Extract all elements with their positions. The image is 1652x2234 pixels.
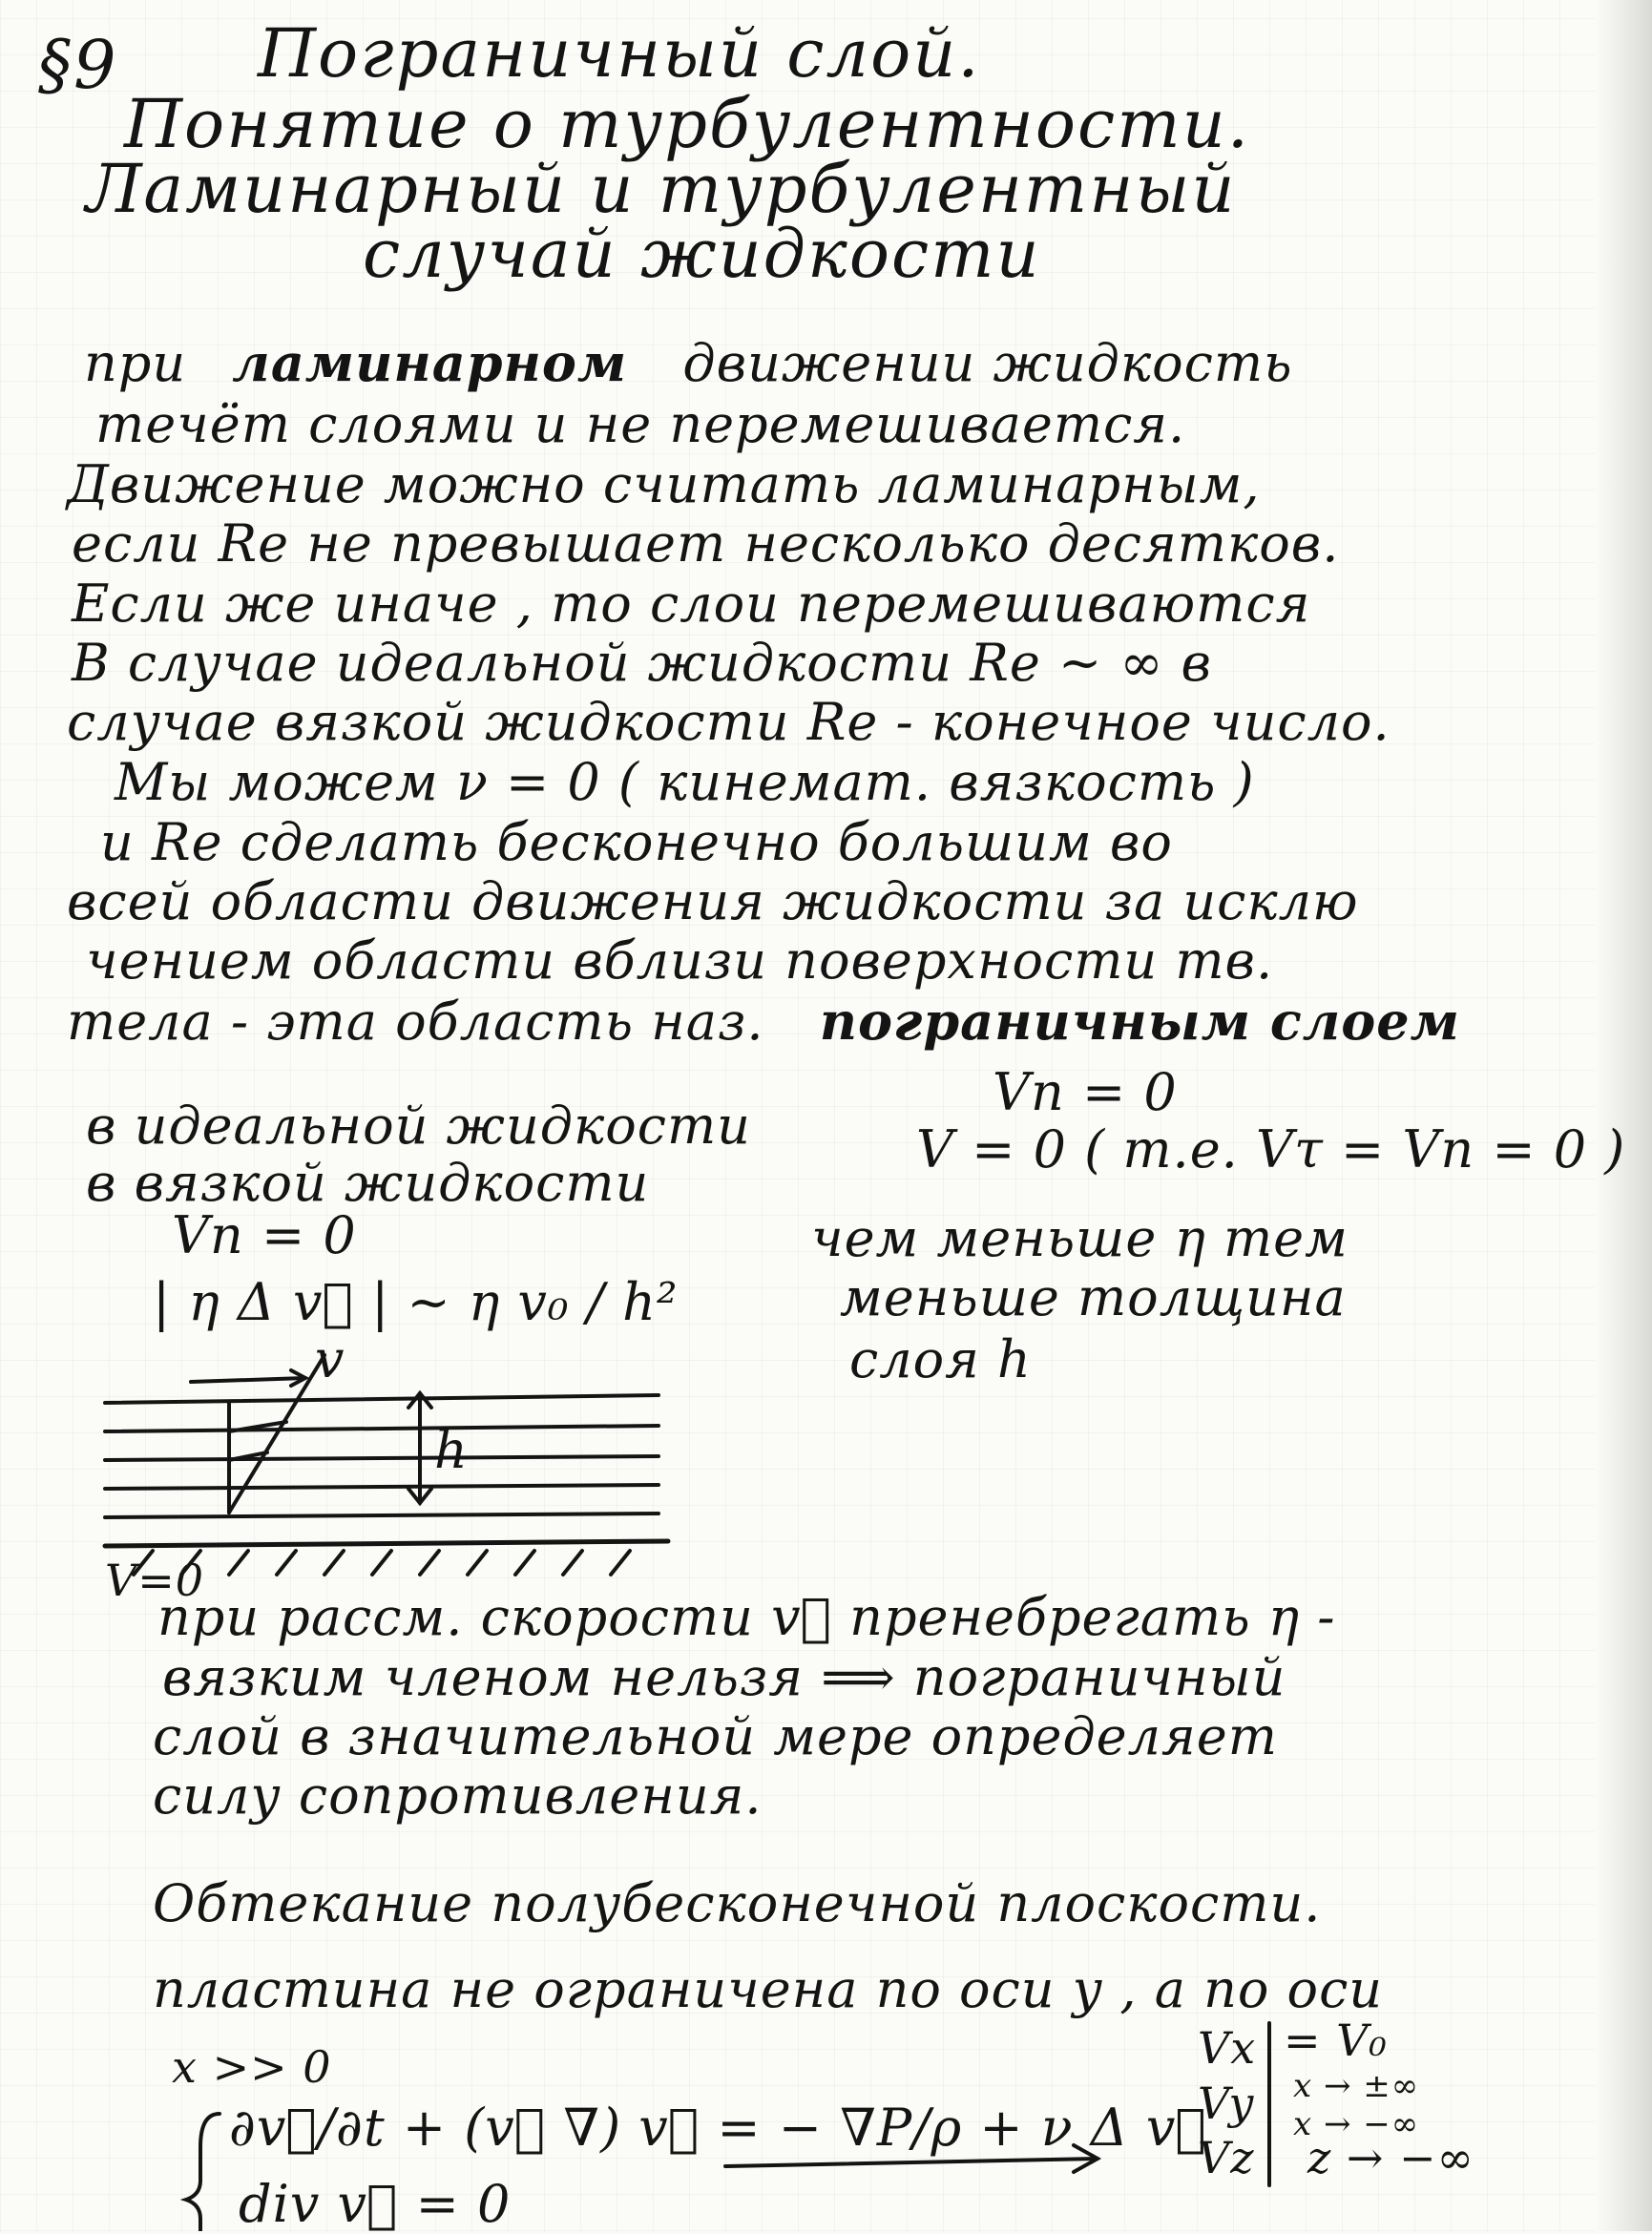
plane-description: пластина не ограничена по оси y , а по оси (153, 1959, 1384, 2019)
intro-word-pri: при (84, 333, 187, 393)
bc-vx-limit: x → ±∞ (1293, 2067, 1420, 2105)
intro-line-3: Движение можно считать ламинарным, (67, 454, 1261, 514)
ideal-fluid-condition: Vn = 0 (993, 1062, 1178, 1122)
term-boundary-layer: пограничным слоем (819, 991, 1460, 1052)
intro-line-10: всей области движения жидкости за исклю (67, 871, 1359, 931)
flow-arrow (191, 1378, 305, 1382)
intro-line-12-text: тела - эта область наз. (67, 992, 764, 1052)
bc-vx-label: Vx (1198, 2022, 1257, 2074)
system-brace (186, 2114, 220, 2231)
normal-velocity-zero: Vn = 0 (172, 1205, 357, 1265)
diagram-label-v: v (315, 1329, 345, 1389)
comment-line-3: слоя h (849, 1329, 1032, 1389)
navier-stokes-equation: ∂v⃗/∂t + (v⃗ ∇) v⃗ = − ∇P/ρ + ν Δ v⃗ (229, 2098, 1207, 2158)
wall-hatch (420, 1551, 439, 1575)
wall-hatch (611, 1551, 630, 1575)
consideration-line-3: слой в значительной мере определяет (153, 1706, 1278, 1766)
title-line-3: Ламинарный и турбулентный (86, 150, 1237, 228)
viscous-fluid-condition: V = 0 ( т.е. Vτ = Vn = 0 ) (916, 1119, 1626, 1180)
bc-vx-value: = V₀ (1284, 2015, 1388, 2066)
title-line-2: Понятие о турбулентности. (124, 85, 1250, 163)
wall-hatch (229, 1551, 248, 1575)
intro-line-9: и Re сделать бесконечно большим во (100, 812, 1173, 872)
intro-line-1-rest: движении жидкость (682, 333, 1293, 393)
comment-line-1: чем меньше η тем (811, 1208, 1349, 1268)
intro-term-laminar: ламинарном (232, 332, 628, 393)
bc-vz-label: Vz (1198, 2132, 1255, 2183)
streamline-4 (105, 1485, 659, 1489)
section-number: §9 (38, 26, 118, 104)
wall-hatch (324, 1551, 344, 1575)
title-line-4: случай жидкости (363, 215, 1041, 293)
viscous-term-estimate: | η Δ v⃗ | ~ η v₀ / h² (153, 1272, 679, 1332)
intro-line-4: если Re не превышает несколько десятков. (72, 513, 1340, 574)
streamline-1 (105, 1395, 659, 1403)
bc-vy-label: Vy (1198, 2077, 1255, 2129)
wall-hatch (468, 1551, 487, 1575)
comment-line-2: меньше толщина (840, 1267, 1347, 1327)
streamline-3 (105, 1456, 659, 1460)
intro-line-6: В случае идеальной жидкости Re ~ ∞ в (72, 633, 1212, 693)
intro-line-5: Если же иначе , то слои перемешиваются (72, 574, 1311, 634)
wall-hatch (372, 1551, 391, 1575)
flow-direction-arrow (725, 2159, 1098, 2166)
continuity-equation: div v⃗ = 0 (239, 2174, 512, 2234)
wall-hatch (277, 1551, 296, 1575)
wall-hatch (563, 1551, 582, 1575)
wall-surface (105, 1541, 668, 1546)
bc-vz-limit: z → −∞ (1307, 2132, 1474, 2183)
intro-line-7: случае вязкой жидкости Re - конечное число. (67, 692, 1391, 752)
intro-line-8: Мы можем ν = 0 ( кинемат. вязкость ) (115, 752, 1255, 812)
intro-line-2: течёт слоями и не перемешивается. (95, 394, 1186, 454)
bc-vy-limit: x → −∞ (1293, 2105, 1420, 2143)
wall-hatch (515, 1551, 534, 1575)
streamline-2 (105, 1426, 659, 1431)
consideration-line-1: при рассм. скорости v⃗ пренебрегать η - (157, 1587, 1336, 1647)
title-line-1: Пограничный слой. (258, 14, 981, 93)
viscous-fluid-label: в вязкой жидкости (86, 1153, 650, 1213)
plane-x-condition: x >> 0 (172, 2041, 332, 2093)
consideration-line-2: вязким членом нельзя ⟹ пограничный (162, 1647, 1286, 1707)
plane-heading: Обтекание полубесконечной плоскости. (153, 1873, 1322, 1933)
diagram-label-v0: V=0 (105, 1555, 205, 1606)
diagram-label-h: h (434, 1420, 469, 1480)
streamline-5 (105, 1514, 659, 1517)
intro-line-11: чением области вблизи поверхности тв. (86, 930, 1274, 991)
consideration-line-4: силу сопротивления. (153, 1765, 763, 1826)
ideal-fluid-label: в идеальной жидкости (86, 1096, 751, 1156)
